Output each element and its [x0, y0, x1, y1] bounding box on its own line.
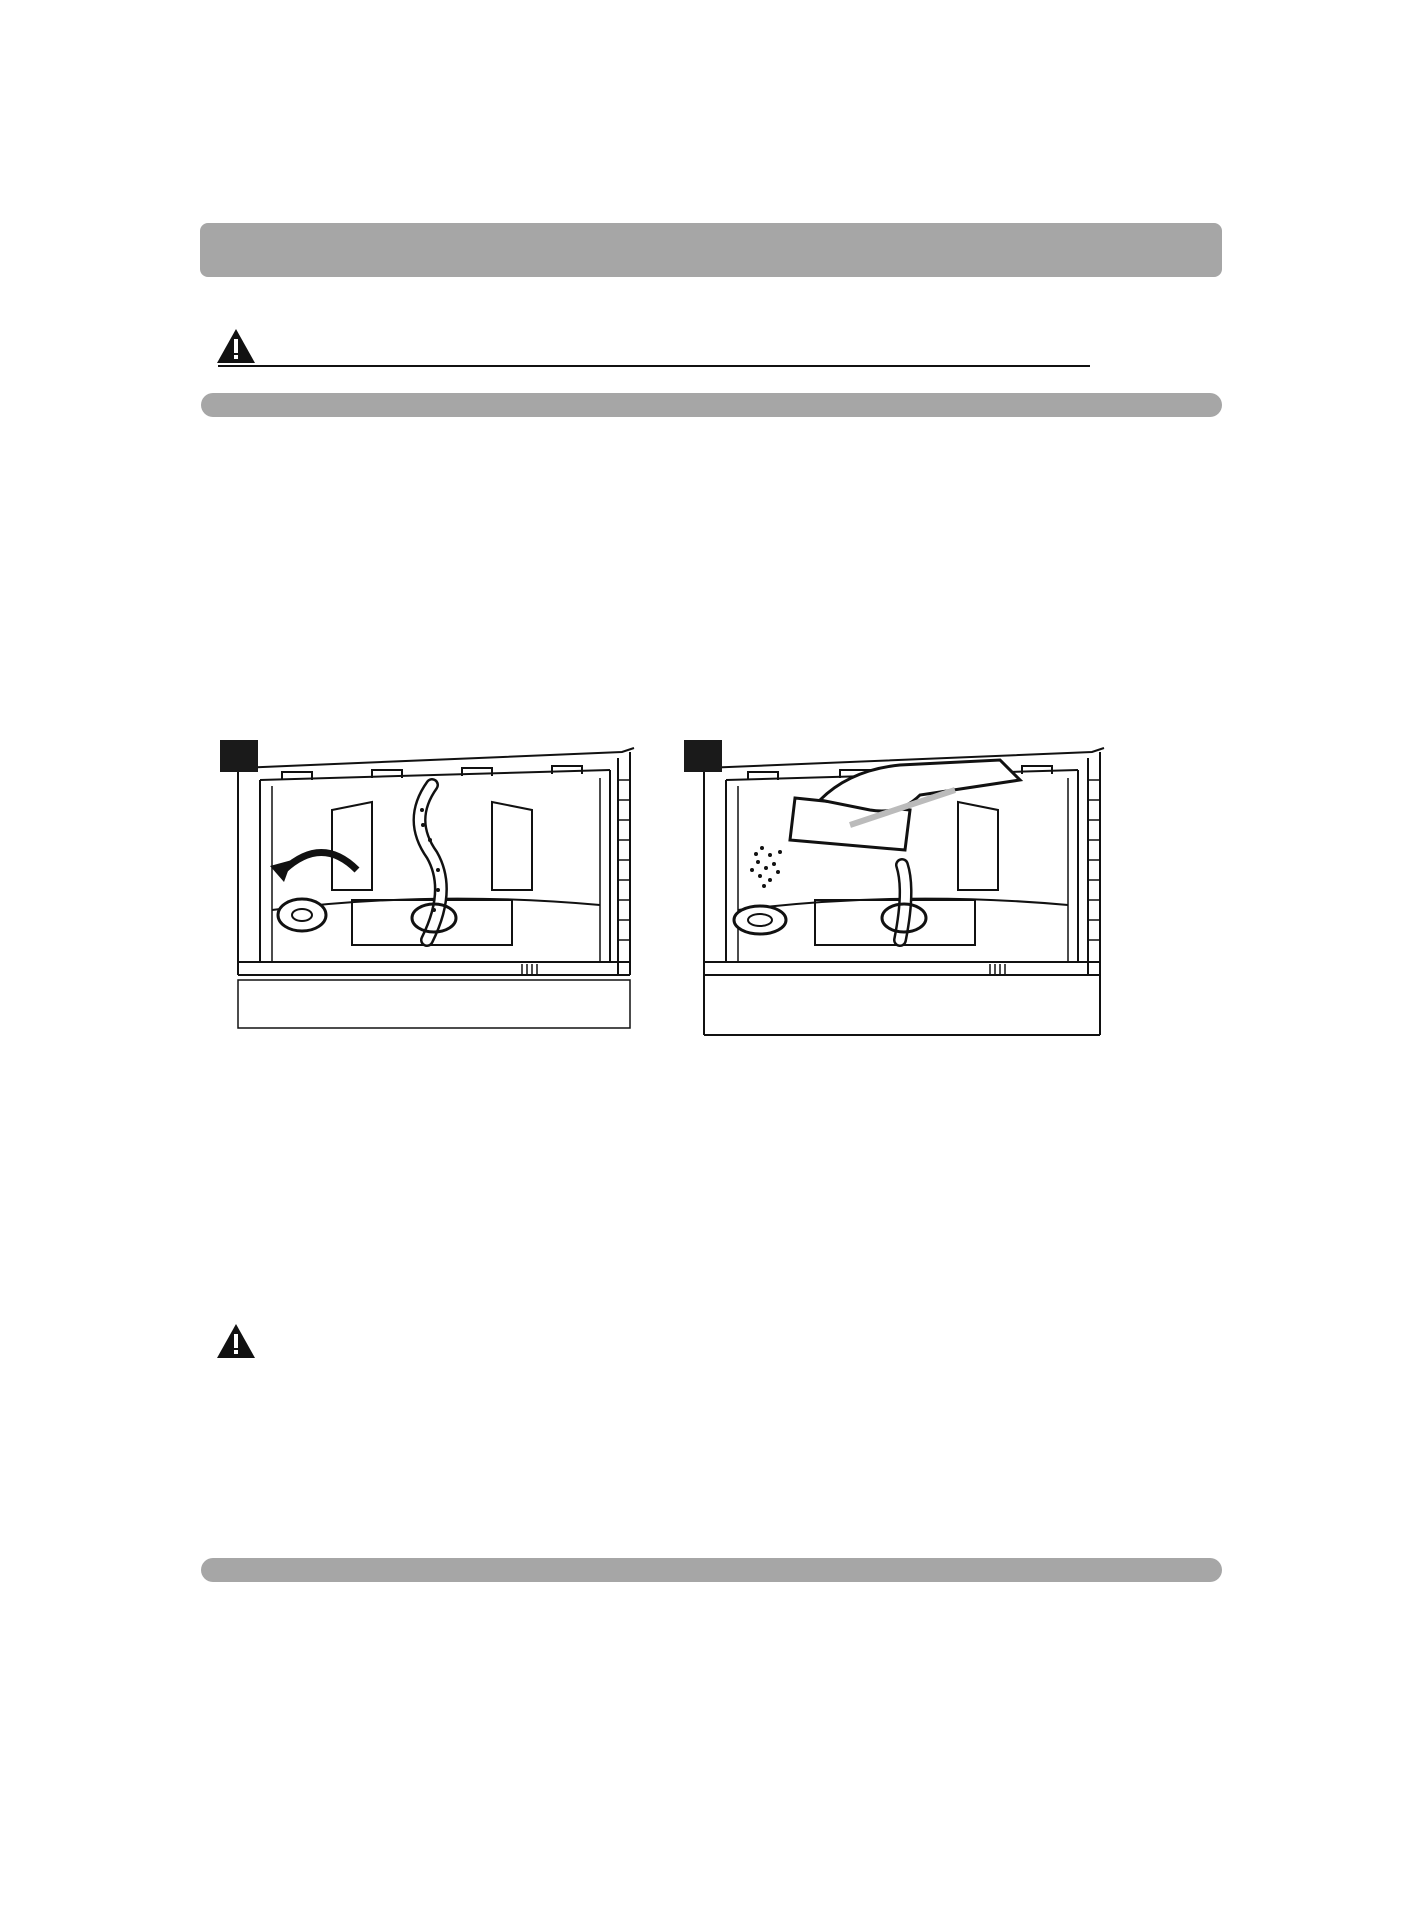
- panel-badge-2: [684, 740, 722, 772]
- section-bar-top: [201, 393, 1222, 417]
- warning-underline: [218, 365, 1090, 367]
- section-bar-bottom: [201, 1558, 1222, 1582]
- dishwasher-salt-filling-illustration: [700, 740, 1120, 1045]
- panel-badge-1: [220, 740, 258, 772]
- warning-triangle-icon-2: [216, 1323, 256, 1359]
- header-bar: [200, 223, 1222, 277]
- dishwasher-filter-removal-illustration: [222, 740, 642, 1045]
- warning-triangle-icon: [216, 328, 256, 364]
